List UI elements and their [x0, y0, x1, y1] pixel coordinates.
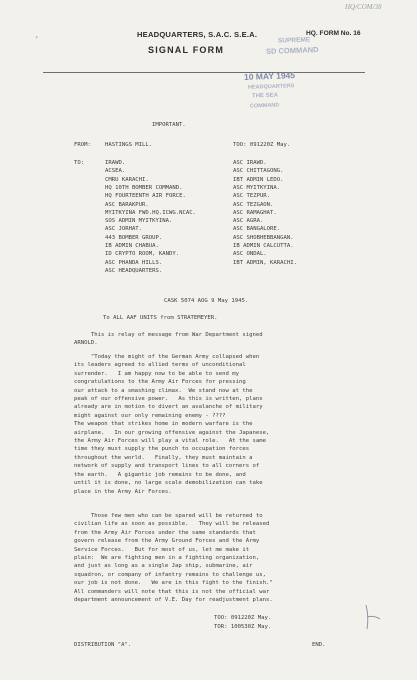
addressee: 443 BOMBER GROUP.: [105, 234, 163, 241]
stamp-line: COMMAND: [249, 102, 280, 110]
header-title: HEADQUARTERS, S.A.C. S.E.A.: [137, 30, 258, 39]
addressee: ASC IRAWD.: [233, 160, 267, 166]
addressee: ASC PHANDA HILLS.: [105, 259, 163, 266]
addressee: ASC SHOBHEBBANGAN.: [233, 234, 294, 241]
addressee: ASC AGRA.: [233, 218, 264, 225]
priority-label: IMPORTANT.: [152, 122, 186, 128]
distribution: DISTRIBUTION "A".: [74, 642, 132, 648]
addressee: ASC TEZGAON.: [233, 201, 274, 208]
addressee: ASC BARAKPUR.: [105, 201, 149, 208]
to-all-line: To ALL AAF UNITS from STRATEMEYER.: [103, 315, 218, 321]
addressee: HQ 10TH BOMBER COMMAND.: [105, 184, 183, 191]
to-label: TO:: [74, 160, 85, 166]
addressee: SOS ADMIN MYITKYINA.: [105, 218, 173, 225]
stamp-line: SD COMMAND: [265, 45, 319, 56]
from-value: HASTINGS MILL.: [105, 142, 153, 148]
addressee: IB ADMIN CALCUTTA.: [233, 243, 294, 249]
addressee: CMRU KARACHI.: [105, 176, 149, 183]
addressee: ASC CHITTAGONG.: [233, 168, 284, 175]
addressee: HQ FOURTEENTH AIR FORCE.: [105, 193, 186, 200]
header-rule: [43, 72, 365, 73]
addressee: IRAWD.: [105, 160, 126, 166]
addressee: ASC TEZPUR.: [233, 193, 271, 200]
end-marker: END.: [312, 642, 326, 648]
quote-paragraph: "Today the might of the German Army collapsed when its leaders agreed to allied terms of unconditional surrender. I am happy now to be able to send my congratulations to the Army Air Forces for pressing our attack to a smashing climax. We stand now at the peak of our offensive power. As this is written, plans already are in motion to divert an avalanche of military might against our only remaining enemy - ???? The weapon that strikes home in modern warfare is the airplane. In our growing offensive against the Japanese, the Army Air Forces will play a vital role. At the same time they must supply the punch to occupation forces throughout the world. Finally, they must maintain a network of supply and transport lines to all corners of the earth. A gigantic job remains to be done, and until it is done, no large scale demobilization can take place in the Army Air Forces.: [74, 354, 270, 495]
addressee: ASC ONDAL.: [233, 251, 267, 258]
stamp-line: THE SEA: [251, 92, 279, 100]
relay-paragraph: This is relay of message from War Department signed ARNOLD.: [74, 332, 263, 346]
addressee: ASC BANGALORE.: [233, 226, 281, 233]
time-of-origin: TOO: 091220Z May.: [233, 142, 291, 148]
stamp-line: SUPREME: [277, 36, 311, 45]
addressee: IBT ADMIN, KARACHI.: [233, 259, 297, 266]
form-title: SIGNAL FORM: [148, 45, 225, 55]
addressee: IBT ADMIN LEDO.: [233, 176, 284, 183]
addressee: IB ADMIN CHABUA.: [105, 243, 159, 249]
initials-signature: [360, 603, 384, 633]
form-number: HQ. FORM No. 16: [306, 30, 361, 37]
ref-mark: HQ/COM/38: [345, 3, 382, 11]
addressee: ASC JORHAT.: [105, 226, 143, 233]
closing-paragraph: Those few men who can be spared will be returned to civilian life as soon as possible. They will be released from the Army Air Forces under the same standards that govern release from the Army Ground Forces and the Army Service Forces. But for most of us, let me make it plain: We are fighting men in a fighting organization, and just as long as a single Jap ship, submarine, air squadron, or company of infantry remains to challenge us, our job is not done. We are in this fight to the finish." All commanders will note that this is not the official war department announcement of V.E. Day for readjustment plans.: [74, 513, 273, 604]
addressee: ID CRYPTO ROOM, KANDY.: [105, 251, 180, 258]
addressee: ASC MYITKYINA.: [233, 184, 281, 191]
addressee: ACSEA.: [105, 168, 126, 175]
addressee: ASC RAMAGHAT.: [233, 209, 277, 216]
time-of-origin-bottom: TOO: 091220Z May.: [214, 615, 272, 621]
addressee: MYITKYINA FWD.HQ.ICWG.NCAC.: [105, 209, 196, 216]
cable-reference: CASK 5074 AOG 9 May 1945.: [164, 298, 249, 304]
stamp-line: HEADQUARTERS: [247, 83, 295, 91]
addressee: ASC HEADQUARTERS.: [105, 267, 163, 274]
time-of-receipt: TOR: 100530Z May.: [214, 624, 272, 630]
margin-mark: ’: [34, 34, 38, 46]
stamp-date: 10 MAY 1945: [243, 70, 296, 82]
from-label: FROM:: [74, 142, 91, 148]
